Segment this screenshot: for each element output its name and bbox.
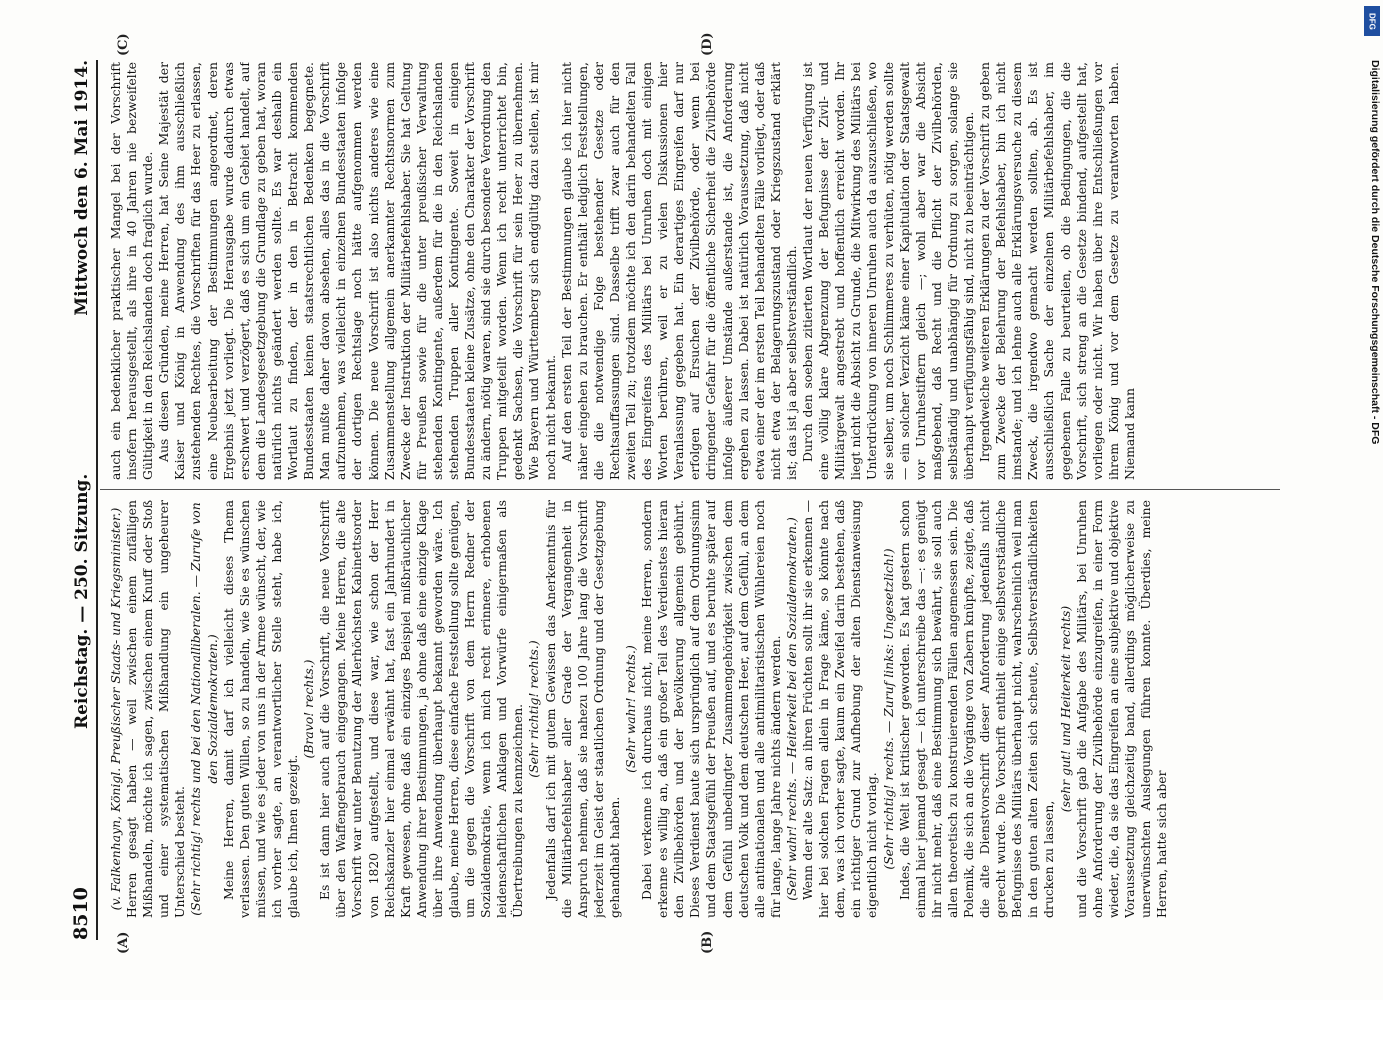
paragraph: Herren gesagt haben — weil zwischen einem zufälligen Mißhandeln, möchte ich sagen, zwischen einem Knuff oder Stoß und einer systematischen Mißhandlung ein ungeheurer Unterschied besteht. bbox=[124, 500, 188, 918]
paragraph: Durch den soeben zitierten Wortlaut der neuen Verfügung ist eine völlig klare Abgrenzung der Befugnisse der Zivil- und Militärgewalt angestrebt und hoffentlich erreicht worden. Ihr liegt nicht die Absicht zu Grunde, die Mitwirkung des Militärs bei Unterdrückung von inneren Unruhen auch da auszuschließen, wo sie selber, um noch Schlimmeres zu verhüten, nötig werden sollte — ein solcher Verzicht käme einer Kapitulation der Staatsgewalt vor Unruhestiftern gleich —; wohl aber war die Absicht maßgebend, daß Recht und die Pflicht der Zivilbehörden, selbständig und unabhängig für Ordnung zu sorgen, solange sie überhaupt verfügungsfähig sind, nicht zu beeinträchtigen. bbox=[800, 62, 976, 480]
interjection: (Sehr richtig! rechts. — Zuruf links: Ungesetzlich!) bbox=[880, 548, 896, 870]
digitization-credit bbox=[1361, 0, 1383, 1000]
session-date: Mittwoch den 6. Mai 1914. bbox=[72, 60, 92, 316]
column-divider bbox=[100, 489, 1280, 490]
dfg-logo: DFG bbox=[1364, 6, 1380, 36]
paragraph: Meine Herren, damit darf ich vielleicht dieses Thema verlassen. Den guten Willen, so zu handeln, wie Sie es wünschen müssen, und wie es jeder von uns in der Armee wünscht, der, wie ich vorher sagte, an verantwortlicher Stelle steht, habe ich, glaube ich, Ihnen gezeigt. bbox=[220, 500, 301, 918]
margin-marker-b: (B) bbox=[700, 930, 715, 954]
interjection: (Sehr richtig! rechts und bei den Nationalliberalen. — Zurufe von den Sozialdemokraten.) bbox=[188, 502, 220, 916]
session-title: Reichstag. — 250. Sitzung. bbox=[72, 473, 92, 730]
paragraph: Jedenfalls darf ich mit gutem Gewissen das Anerkenntnis für die Militärbefehlshaber aller Grade der Vergangenheit in Anspruch nehmen, daß sie nahezu 100 Jahre lang die Vorschrift jederzeit im Geist der staatlichen Ordnung und der Gesetzgebung gehandhabt haben. bbox=[542, 500, 622, 918]
speaker-line: (v. Falkenhayn, Königl. Preußischer Staats- und Kriegsminister.) bbox=[108, 507, 123, 911]
paragraph: und die Vorschrift gab die Aufgabe des Militärs, bei Unruhen ohne Anforderung der Zivilbehörde einzugreifen, in einer Form wieder, die, da sie das Eingreifen an eine subjektive und objektive Voraussetzung gleichzeitig band, allerdings möglicherweise zu unerwünschten Auslegungen führen konnte. Überdies, meine Herren, hatte sich aber bbox=[1073, 500, 1170, 918]
margin-marker-d: (D) bbox=[700, 32, 715, 56]
paragraph: auch ein bedenklicher praktischer Mangel bei der Vorschrift insofern herausgestellt, als ihre in 40 Jahren nie bezweifelte Gültigkeit in den Reichslanden doch fraglich wurde. bbox=[108, 62, 156, 480]
paragraph: Es ist dann hier auch auf die Vorschrift, die neue Vorschrift über den Waffengebrauch eingegangen. Meine Herren, die alte Vorschrift war unter Benutzung der Allerhöchsten Kabinettsorder von 1820 aufgestellt, und diese war, wie schon der Herr Reichskanzler hier einmal erwähnt hat, fast ein Jahrhundert in Kraft gewesen, ohne daß ein einziges Beispiel mißbräuchlicher Anwendung ihrer Bestimmungen, ja ohne daß eine einzige Klage über ihre Anwendung überhaupt bekannt geworden wäre. Ich glaube, meine Herren, diese einfache Feststellung sollte genügen, um die gegen die Vorschrift von dem Herrn Redner der Sozialdemokratie, wenn ich mich recht erinnere, erhobenen leidenschaftlichen Anklagen und Vorwürfe einigermaßen als Übertreibungen zu kennzeichnen. bbox=[317, 500, 526, 918]
interjection: (sehr gut! und Heiterkeit rechts) bbox=[1057, 605, 1073, 813]
left-column bbox=[108, 500, 1278, 918]
paragraph: Irgendwelche weiteren Erklärungen zu der Vorschrift zu geben zum Zwecke der Belehrung der Befehlshaber, bin ich nicht imstande; und ich lehne auch alle Erklärungsversuche zu diesem Zweck, die irgendwo gemacht werden sollten, ab. Es ist ausschließlich Sache der einzelnen Militärbefehlshaber, im gegebenen Falle zu beurteilen, ob die Bedingungen, die die Vorschrift, sich streng an die Gesetze bindend, aufgestellt hat, vorliegen oder nicht. Wir haben über ihre Entschließungen vor ihrem König und vor dem Gesetze zu verantworten haben. Niemand kann bbox=[977, 62, 1137, 480]
page-number: 8510 bbox=[70, 887, 92, 940]
interjection: (Sehr richtig! rechts.) bbox=[526, 640, 542, 778]
paragraph: Aus diesen Gründen, meine Herren, hat Seine Majestät der Kaiser und König in Anwendung des ihm ausschließlich zustehenden Rechtes, die Vorschriften für das Heer zu erlassen, eine Neubearbeitung der Bestimmungen angeordnet, deren Ergebnis jetzt vorliegt. Die Herausgabe wurde dadurch etwas erschwert und verzögert, daß es sich um ein Gebiet handelt, auf dem die Landesgesetzgebung die Grundlage zu geben hat, woran natürlich nichts geändert werden sollte. Es war deshalb ein Wortlaut zu finden, der in den in Betracht kommenden Bundesstaaten keinen staatsrechtlichen Bedenken begegnete. Man mußte daher davon absehen, alles das in die Vorschrift aufzunehmen, was vielleicht in einzelnen Bundesstaaten infolge der dortigen Rechtslage noch hätte aufgenommen werden können. Die neue Vorschrift ist also nichts anderes wie eine Zusammenstellung allgemein anerkannter Rechtsnormen zum Zwecke der Instruktion der Militärbefehlshaber. Sie hat Geltung für Preußen sowie für die unter preußischer Verwaltung stehenden Kontingente, außerdem für die in den Reichslanden stehenden Truppen aller Kontingente. Soweit in einigen Bundesstaaten kleine Zusätze, ohne den Charakter der Vorschrift zu ändern, nötig waren, sind sie durch besondere Verordnung den Truppen mitgeteilt worden. Wenn ich recht unterrichtet bin, gedenkt Sachsen, die Vorschrift für sein Heer zu übernehmen. Wie Bayern und Württemberg sich endgültig dazu stellen, ist mir noch nicht bekannt. bbox=[156, 62, 558, 480]
right-column bbox=[108, 62, 1278, 480]
paragraph: Wenn der alte Satz: an ihren Früchten sollt ihr sie erkennen — hier bei solchen Fragen allein in Frage käme, so könnte nach dem, was ich vorher sagte, kaum ein Zweifel darin bestehen, daß ein richtiger Grund zur Aufhebung der alten Dienstanweisung eigentlich nicht vorlag. bbox=[800, 500, 880, 918]
paragraph: Dabei verkenne ich durchaus nicht, meine Herren, sondern erkenne es willig an, daß ein großer Teil des Verdienstes hieran den Zivilbehörden und der Bevölkerung allgemein gebührt. Dieses Verdienst baute sich ursprünglich auf dem Ordnungssinn und dem Staatsgefühl der Preußen auf, und es beruhte später auf dem Gefühl unbedingter Zusammengehörigkeit zwischen dem deutschen Volk und dem deutschen Heer, auf dem Gefühl, an dem alle antinationalen und alle antimilitaristischen Wühlereien noch für lange, lange Jahre nichts ändern werden. bbox=[639, 500, 783, 918]
paragraph: Auf den ersten Teil der Bestimmungen glaube ich hier nicht näher eingehen zu brauchen. Er enthält lediglich Feststellungen, die die notwendige Folge bestehender Gesetze oder Rechtsauffassungen sind. Dasselbe trifft zwar auch für den zweiten Teil zu; trotzdem möchte ich den darin behandelten Fall des Eingreifens des Militärs bei Unruhen doch mit einigen Worten berühren, weil er zu vielen Diskussionen hier Veranlassung gegeben hat. Ein derartiges Eingreifen darf nur erfolgen auf Ersuchen der Zivilbehörde, oder wenn bei dringender Gefahr für die öffentliche Sicherheit die Zivilbehörde infolge äußerer Umstände außerstande ist, die Anforderung ergehen zu lassen. Dabei ist natürlich Voraussetzung, daß nicht etwa einer der im ersten Teil behandelten Fälle vorliegt, oder daß nicht etwa der Belagerungszustand oder Kriegszustand erklärt ist; das ist ja aber selbstverständlich. bbox=[558, 62, 799, 480]
interjection: (Sehr wahr! rechts.) bbox=[623, 645, 638, 773]
interjection: (Sehr wahr! rechts. — Heiterkeit bei den Sozialdemokraten.) bbox=[783, 517, 799, 901]
credit-text: Digitalisierung gefördert durch die Deutsche Forschungsgemeinschaft - DFG bbox=[1369, 60, 1381, 445]
margin-marker-c: (C) bbox=[116, 33, 131, 56]
paragraph: Indes, die Welt ist kritischer geworden. Es hat gestern schon einmal hier jemand gesagt — ich unterschreibe das —: es genügt ihr nicht mehr, daß eine Bestimmung sich bewährt, sie soll auch allen theoretisch zu konstruierenden Fällen angemessen sein. Die Polemik, die sich an die Vorgänge von Zabern knüpfte, zeigte, daß die alte Dienstvorschrift dieser Anforderung jedenfalls nicht gerecht wurde. Die Vorschrift enthielt einige selbstverständliche Befugnisse des Militärs überhaupt nicht, wahrscheinlich weil man in den guten alten Zeiten sich scheute, Selbstverständlichkeiten drucken zu lassen, bbox=[896, 500, 1057, 918]
margin-marker-a: (A) bbox=[116, 931, 131, 954]
interjection: (Bravo! rechts.) bbox=[301, 659, 317, 759]
page-header bbox=[58, 60, 98, 940]
